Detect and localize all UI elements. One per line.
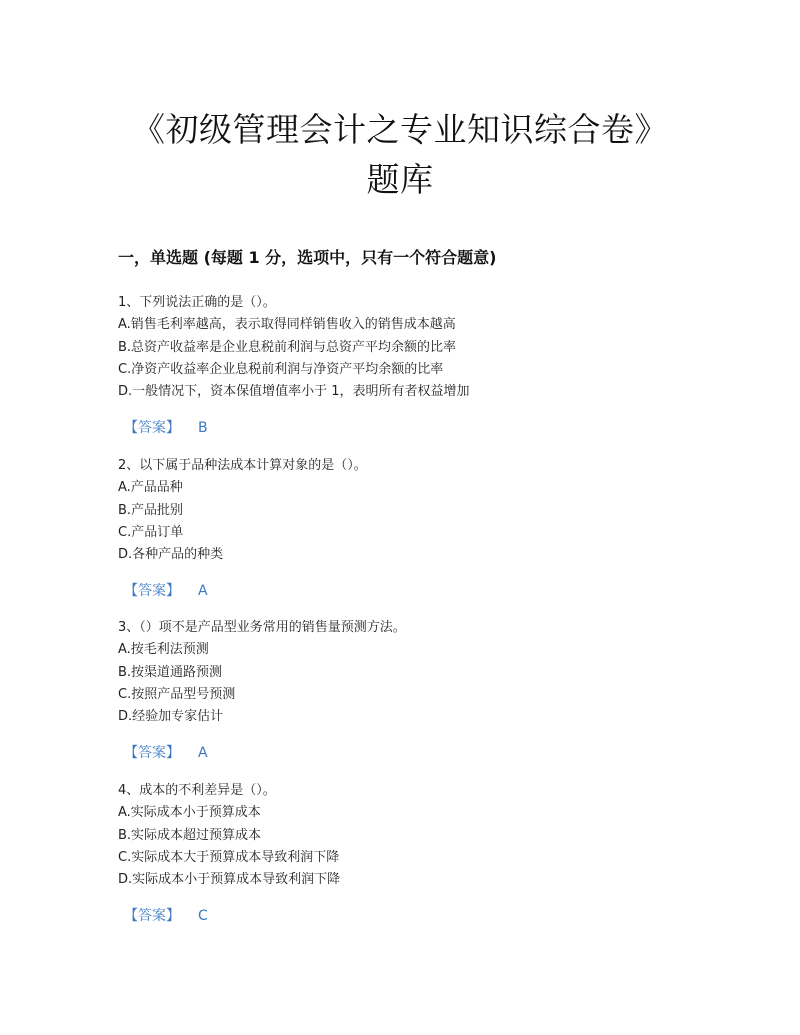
option-a: A.实际成本小于预算成本 [118, 805, 261, 821]
question-stem: 1、下列说法正确的是（）。 [118, 295, 276, 310]
question-1 [118, 292, 738, 439]
answer-value: C [198, 908, 208, 925]
option-c: C.产品订单 [118, 524, 184, 540]
answer-label: 【答案】 [124, 583, 180, 600]
option-b: B.总资产收益率是企业息税前利润与总资产平均余额的比率 [118, 339, 457, 355]
question-stem: 3、（）项不是产品型业务常用的销售量预测方法。 [118, 620, 406, 635]
question-stem: 4、成本的不利差异是（）。 [118, 783, 276, 798]
option-b: B.产品批别 [118, 502, 184, 518]
question-stem: 2、以下属于品种法成本计算对象的是（）。 [118, 458, 367, 473]
option-b: B.实际成本超过预算成本 [118, 827, 262, 843]
option-a: A.销售毛利率越高，表示取得同样销售收入的销售成本越高 [118, 317, 456, 333]
option-a: A.产品品种 [118, 480, 183, 496]
answer-label: 【答案】 [124, 745, 180, 762]
option-d: D.一般情况下，资本保值增值率小于 1，表明所有者权益增加 [118, 384, 470, 400]
section-heading: 一，单选题 (每题 1 分，选项中，只有一个符合题意) [118, 248, 497, 267]
option-d: D.实际成本小于预算成本导致利润下降 [118, 872, 341, 888]
answer-row [124, 905, 738, 927]
document-title-line1: 《初级管理会计之专业知识综合卷》 [132, 110, 668, 149]
option-c: C.按照产品型号预测 [118, 686, 236, 702]
document-title-line2: 题库 [366, 160, 434, 199]
answer-row [124, 417, 738, 439]
question-2 [118, 455, 738, 602]
answer-label: 【答案】 [124, 420, 180, 437]
answer-row [124, 580, 738, 602]
answer-value: B [198, 420, 208, 437]
answer-row [124, 742, 738, 764]
answer-value: A [198, 583, 208, 600]
option-d: D.各种产品的种类 [118, 547, 224, 563]
option-b: B.按渠道通路预测 [118, 664, 223, 680]
option-c: C.实际成本大于预算成本导致利润下降 [118, 849, 340, 865]
option-d: D.经验加专家估计 [118, 709, 224, 725]
answer-label: 【答案】 [124, 908, 180, 925]
answer-value: A [198, 745, 208, 762]
question-4 [118, 780, 738, 927]
option-c: C.净资产收益率企业息税前利润与净资产平均余额的比率 [118, 361, 444, 377]
option-a: A.按毛利法预测 [118, 642, 209, 658]
question-3 [118, 617, 738, 764]
